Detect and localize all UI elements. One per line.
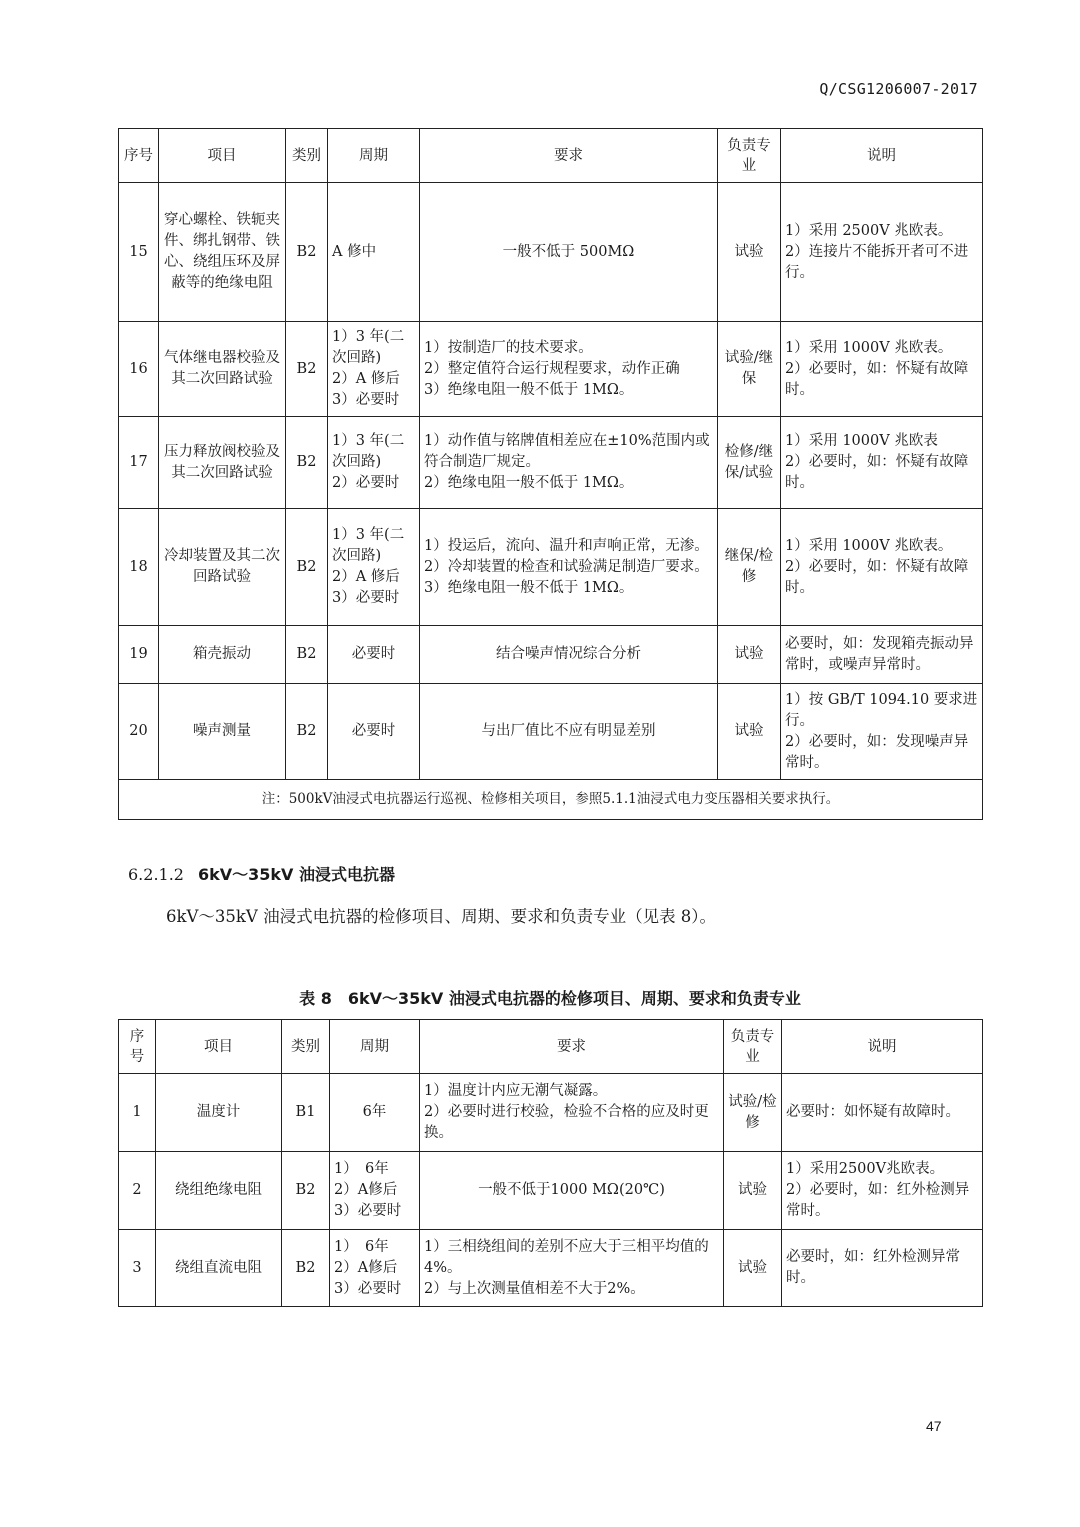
table-row <box>119 183 983 322</box>
row-requirement <box>420 1152 724 1230</box>
table-header-row <box>119 1020 983 1074</box>
col-header-note: 说明 <box>782 1020 983 1074</box>
row-item: 绕组直流电阻 <box>156 1230 282 1307</box>
col-header-period: 周期 <box>330 1020 420 1074</box>
requirement-line: 1）按制造厂的技术要求。 <box>424 339 593 356</box>
requirement-line: 1）温度计内应无潮气凝露。 <box>424 1083 608 1099</box>
row-category: B2 <box>286 322 328 417</box>
note-line: 2）必要时，如：红外检测异常时。 <box>786 1182 970 1219</box>
row-item: 温度计 <box>156 1074 282 1152</box>
row-department: 试验 <box>718 626 781 684</box>
row-requirement <box>420 417 718 509</box>
table-row <box>119 1230 983 1307</box>
row-requirement <box>420 1074 724 1152</box>
row-item: 压力释放阀校验及其二次回路试验 <box>159 417 286 509</box>
row-category: B2 <box>286 626 328 684</box>
note-line: 1）采用 1000V 兆欧表 <box>785 433 938 449</box>
row-period <box>330 1152 420 1230</box>
row-item: 箱壳振动 <box>159 626 286 684</box>
period-line: 6年 <box>362 1104 387 1120</box>
row-note <box>781 626 983 684</box>
period-line: 必要时 <box>351 646 396 662</box>
col-header-no: 序号 <box>119 129 159 183</box>
col-header-no: 序号 <box>119 1020 156 1074</box>
maintenance-table-reactor-6-35kv <box>118 1019 983 1307</box>
row-no: 17 <box>119 417 159 509</box>
requirement-line: 1）投运后，流向、温升和声响正常，无渗。 <box>424 537 709 554</box>
section-heading <box>128 862 395 885</box>
row-no: 3 <box>119 1230 156 1307</box>
row-note <box>781 417 983 509</box>
row-period <box>330 1230 420 1307</box>
table-row <box>119 322 983 417</box>
row-category: B2 <box>282 1152 330 1230</box>
row-no: 16 <box>119 322 159 417</box>
table-row <box>119 1152 983 1230</box>
row-category: B2 <box>282 1230 330 1307</box>
note-line: 2）必要时，如：发现噪声异常时。 <box>785 733 969 771</box>
requirement-line: 结合噪声情况综合分析 <box>496 646 641 662</box>
requirement-line: 1）三相绕组间的差别不应大于三相平均值的4%。 <box>424 1238 709 1276</box>
note-line: 必要时，如：发现箱壳振动异常时，或噪声异常时。 <box>785 635 974 673</box>
period-line: 2）A 修后 <box>332 371 400 387</box>
row-no: 15 <box>119 183 159 322</box>
row-requirement <box>420 509 718 626</box>
requirement-line: 2）整定值符合运行规程要求，动作正确 <box>424 360 680 377</box>
period-line: 1） 6年 <box>334 1161 389 1177</box>
note-line: 2）必要时，如：怀疑有故障时。 <box>785 360 969 398</box>
col-header-item: 项目 <box>159 129 286 183</box>
period-line: 1）3 年(二次回路) <box>332 329 405 366</box>
note-line: 1）采用 1000V 兆欧表。 <box>785 537 953 554</box>
table-row <box>119 417 983 509</box>
row-requirement <box>420 322 718 417</box>
row-no: 19 <box>119 626 159 684</box>
requirement-line: 2）冷却装置的检查和试验满足制造厂要求。 <box>424 558 709 575</box>
period-line: 1）3 年(二次回路) <box>332 527 405 564</box>
row-no: 2 <box>119 1152 156 1230</box>
row-department: 试验 <box>724 1230 782 1307</box>
page-number: 47 <box>926 1418 942 1434</box>
note-line: 1）采用 1000V 兆欧表。 <box>785 339 953 356</box>
row-no: 18 <box>119 509 159 626</box>
section-number: 6.2.1.2 <box>128 865 184 884</box>
requirement-line: 3）绝缘电阻一般不低于 1MΩ。 <box>424 579 634 596</box>
note-line: 2）连接片不能拆开者可不进行。 <box>785 243 969 281</box>
row-requirement <box>420 684 718 780</box>
row-period <box>328 626 420 684</box>
note-line: 1）采用2500V兆欧表。 <box>786 1161 945 1177</box>
col-header-requirement: 要求 <box>420 1020 724 1074</box>
table-row <box>119 626 983 684</box>
col-header-category: 类别 <box>286 129 328 183</box>
period-line: 必要时 <box>351 723 396 739</box>
row-note <box>782 1230 983 1307</box>
row-period <box>328 509 420 626</box>
requirement-line: 2）绝缘电阻一般不低于 1MΩ。 <box>424 475 634 491</box>
row-item: 冷却装置及其二次回路试验 <box>159 509 286 626</box>
row-category: B1 <box>282 1074 330 1152</box>
requirement-line: 2）与上次测量值相差不大于2%。 <box>424 1280 645 1297</box>
row-requirement <box>420 1230 724 1307</box>
row-period <box>328 417 420 509</box>
row-note <box>781 322 983 417</box>
row-note <box>781 684 983 780</box>
section-title: 6kV～35kV 油浸式电抗器 <box>197 865 396 884</box>
row-note <box>781 183 983 322</box>
maintenance-table-reactor-500kv <box>118 128 983 820</box>
requirement-line: 一般不低于1000 MΩ(20℃) <box>478 1182 665 1198</box>
requirement-line: 一般不低于 500MΩ <box>502 243 635 260</box>
row-period <box>330 1074 420 1152</box>
table-header-row <box>119 129 983 183</box>
col-header-department: 负责专业 <box>718 129 781 183</box>
period-line: 1）3 年(二次回路) <box>332 433 405 470</box>
row-requirement <box>420 183 718 322</box>
table-row <box>119 1074 983 1152</box>
requirement-line: 3）绝缘电阻一般不低于 1MΩ。 <box>424 381 634 398</box>
section-paragraph: 6kV～35kV 油浸式电抗器的检修项目、周期、要求和负责专业（见表 8）。 <box>166 907 717 926</box>
col-header-period: 周期 <box>328 129 420 183</box>
table-footnote-row <box>119 780 983 820</box>
row-department: 继保/检修 <box>718 509 781 626</box>
note-line: 1）按 GB/T 1094.10 要求进行。 <box>785 691 978 729</box>
col-header-item: 项目 <box>156 1020 282 1074</box>
row-item: 穿心螺栓、铁轭夹件、绑扎钢带、铁心、绕组压环及屏蔽等的绝缘电阻 <box>159 183 286 322</box>
period-line: 1） 6年 <box>334 1238 389 1255</box>
note-line: 2）必要时，如：怀疑有故障时。 <box>785 454 969 491</box>
row-category: B2 <box>286 183 328 322</box>
row-department: 试验 <box>718 183 781 322</box>
period-line: 2）A 修后 <box>332 569 400 585</box>
period-line: 3）必要时 <box>332 392 400 408</box>
row-period <box>328 684 420 780</box>
col-header-requirement: 要求 <box>420 129 718 183</box>
note-line: 必要时：如怀疑有故障时。 <box>786 1104 960 1120</box>
note-line: 必要时，如：红外检测异常时。 <box>786 1249 960 1286</box>
note-line: 2）必要时，如：怀疑有故障时。 <box>785 558 969 596</box>
row-no: 1 <box>119 1074 156 1152</box>
row-period <box>328 183 420 322</box>
table-row <box>119 684 983 780</box>
row-note <box>782 1152 983 1230</box>
table-caption: 表 8 6kV～35kV 油浸式电抗器的检修项目、周期、要求和负责专业 <box>299 989 801 1008</box>
note-line: 1）采用 2500V 兆欧表。 <box>785 222 953 239</box>
table-row <box>119 509 983 626</box>
period-line: 3）必要时 <box>332 590 400 606</box>
row-item: 气体继电器校验及其二次回路试验 <box>159 322 286 417</box>
row-department: 试验 <box>718 684 781 780</box>
row-category: B2 <box>286 684 328 780</box>
period-line: 2）必要时 <box>332 475 400 491</box>
row-category: B2 <box>286 509 328 626</box>
period-line: 3）必要时 <box>334 1280 402 1297</box>
row-category: B2 <box>286 417 328 509</box>
col-header-note: 说明 <box>781 129 983 183</box>
row-note <box>781 509 983 626</box>
row-no: 20 <box>119 684 159 780</box>
table-footnote: 注：500kV油浸式电抗器运行巡视、检修相关项目，参照5.1.1油浸式电力变压器相关要求执行。 <box>119 780 983 820</box>
period-line: 2）A修后 <box>334 1259 398 1276</box>
row-note <box>782 1074 983 1152</box>
requirement-line: 1）动作值与铭牌值相差应在±10%范围内或符合制造厂规定。 <box>424 433 710 470</box>
document-code: Q/CSG1206007-2017 <box>819 80 978 98</box>
row-department: 试验 <box>724 1152 782 1230</box>
row-item: 噪声测量 <box>159 684 286 780</box>
col-header-department: 负责专业 <box>724 1020 782 1074</box>
col-header-category: 类别 <box>282 1020 330 1074</box>
row-period <box>328 322 420 417</box>
row-department: 试验/继保 <box>718 322 781 417</box>
requirement-line: 与出厂值比不应有明显差别 <box>481 723 656 739</box>
row-department: 试验/检修 <box>724 1074 782 1152</box>
period-line: 3）必要时 <box>334 1203 402 1219</box>
period-line: A 修中 <box>332 243 377 260</box>
row-department: 检修/继保/试验 <box>718 417 781 509</box>
row-requirement <box>420 626 718 684</box>
row-item: 绕组绝缘电阻 <box>156 1152 282 1230</box>
period-line: 2）A修后 <box>334 1182 398 1198</box>
requirement-line: 2）必要时进行校验，检验不合格的应及时更换。 <box>424 1104 709 1141</box>
